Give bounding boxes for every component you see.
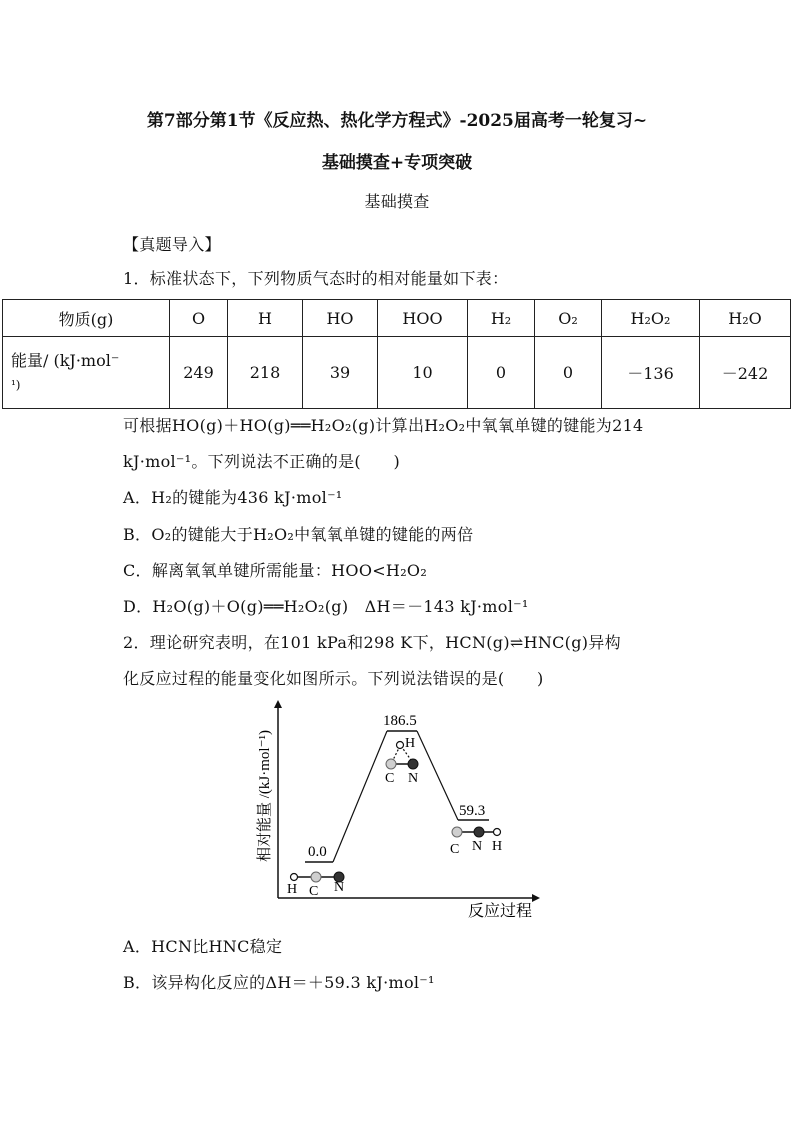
q2-stem-line2: 化反应过程的能量变化如图所示。下列说法错误的是( ): [123, 669, 544, 688]
h-atom-icon: [494, 829, 501, 836]
energy-table: [2, 299, 791, 409]
table-header-cell: H₂O: [700, 300, 791, 337]
row-label-line1: 能量/ (kJ·mol⁻: [11, 350, 120, 370]
q1-option-b: B．O₂的键能大于H₂O₂中氧氧单键的键能的两倍: [123, 525, 474, 544]
q2-stem-line1: 2．理论研究表明，在101 kPa和298 K下，HCN(g)⇌HNC(g)异构: [123, 633, 621, 652]
x-axis-label: 反应过程: [468, 903, 533, 920]
table-cell: 218: [228, 337, 303, 409]
ascent-line: [333, 731, 387, 862]
table-cell: 10: [378, 337, 468, 409]
atom-label: H: [405, 736, 416, 751]
c-atom-icon: [452, 827, 462, 837]
h-atom-icon: [291, 874, 298, 881]
doc-title-line1: 第7部分第1节《反应热、热化学方程式》-2025届高考一轮复习~: [146, 111, 648, 131]
table-header-cell: HOO: [378, 300, 468, 337]
q1-option-c: C．解离氧氧单键所需能量：HOO<H₂O₂: [123, 561, 428, 580]
table-header-row: [3, 300, 791, 337]
c-atom-icon: [386, 759, 396, 769]
level-end-label: 59.3: [459, 803, 486, 819]
hnc-molecule: [450, 827, 502, 857]
intro-header: 【真题导入】: [123, 235, 221, 254]
level-start-label: 0.0: [308, 844, 327, 860]
n-atom-icon: [474, 827, 484, 837]
row-label-line2: ¹): [11, 377, 21, 392]
q2-option-b: B．该异构化反应的ΔH＝＋59.3 kJ·mol⁻¹: [123, 973, 435, 992]
transition-state-molecule: [385, 736, 418, 786]
atom-label: N: [334, 880, 345, 895]
y-axis-label: 相对能量 /(kJ·mol⁻¹): [257, 730, 273, 862]
descent-line: [417, 731, 458, 820]
table-row-label: [3, 337, 170, 409]
table-value-row: [3, 337, 791, 409]
table-cell: －136: [602, 337, 700, 409]
atom-label: C: [309, 884, 319, 899]
atom-label: C: [385, 771, 395, 786]
c-atom-icon: [311, 872, 321, 882]
q1-option-d: D．H₂O(g)＋O(g)══H₂O₂(g) ΔH＝－143 kJ·mol⁻¹: [123, 597, 529, 616]
hcn-molecule: [287, 872, 344, 899]
atom-label: C: [450, 842, 460, 857]
table-header-cell: 物质(g): [3, 300, 170, 337]
q1-text2: kJ·mol⁻¹。下列说法不正确的是( ): [123, 452, 401, 471]
table-cell: 0: [468, 337, 535, 409]
atom-label: N: [408, 771, 419, 786]
table-header-cell: HO: [303, 300, 378, 337]
x-axis-arrow: [532, 894, 540, 902]
atom-label: N: [472, 839, 483, 854]
table-header-cell: O: [170, 300, 228, 337]
table-cell: 0: [535, 337, 602, 409]
n-atom-icon: [408, 759, 418, 769]
table-cell: －242: [700, 337, 791, 409]
table-header-cell: H₂: [468, 300, 535, 337]
atom-label: H: [492, 839, 503, 854]
table-header-cell: H₂O₂: [602, 300, 700, 337]
q1-option-a: A．H₂的键能为436 kJ·mol⁻¹: [123, 488, 343, 507]
q2-option-a: A．HCN比HNC稳定: [123, 937, 283, 956]
q1-text1: 可根据HO(g)＋HO(g)══H₂O₂(g)计算出H₂O₂中氧氧单键的键能为214: [123, 416, 644, 435]
energy-diagram: [250, 700, 550, 925]
h-atom-icon: [397, 742, 404, 749]
q1-stem: 1．标准状态下，下列物质气态时的相对能量如下表：: [123, 269, 509, 288]
level-ts-label: 186.5: [383, 713, 417, 729]
section-heading: 基础摸查: [364, 192, 430, 211]
table-header-cell: H: [228, 300, 303, 337]
table-cell: 249: [170, 337, 228, 409]
table-cell: 39: [303, 337, 378, 409]
doc-title-line2: 基础摸查+专项突破: [321, 153, 473, 173]
y-axis-arrow: [274, 700, 282, 708]
table-header-cell: O₂: [535, 300, 602, 337]
atom-label: H: [287, 882, 298, 897]
